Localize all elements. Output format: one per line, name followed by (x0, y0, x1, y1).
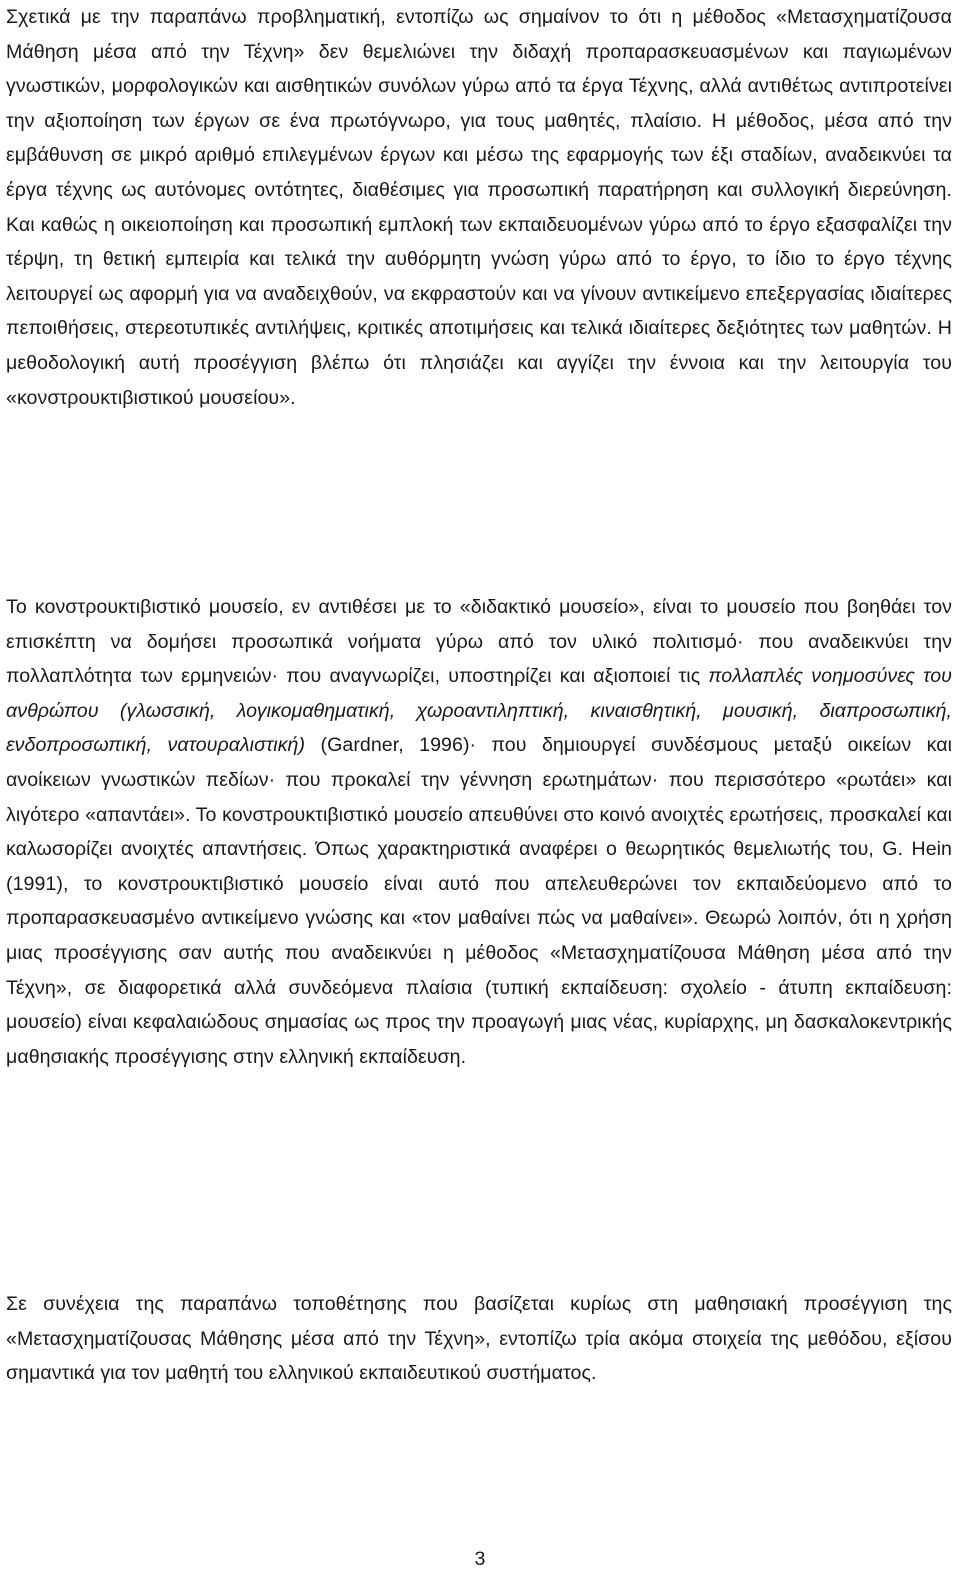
page-number: 3 (474, 1548, 486, 1570)
paragraph-2-text-end: (Gardner, 1996)· που δημιουργεί συνδέσμους μεταξύ οικείων και ανοίκειων γνωστικών πεδίων· που προκαλεί την γέννηση ερωτημάτων· που περισσότερο «ρωτάει» και λιγότερο «απαντάει». Το κονστρουκτιβιστικό μουσείο απευθύνει στο κοινό ανοιχτές ερωτήσεις, προσκαλεί και καλωσορίζει ανοιχτές απαντήσεις. Όπως χαρακτηριστικά αναφέρει ο θεωρητικός θεμελιωτής του, G. Hein (1991), το κονστρουκτιβιστικό μουσείο είναι αυτό που απελευθερώνει τον εκπαιδεύομενο από το προπαρασκευασμένο αντικείμενο γνώσης και «τον μαθαίνει πώς να μαθαίνει». Θεωρώ λοιπόν, ότι η χρήση μιας προσέγγισης σαν αυτής που αναδεικνύει η μέθοδος «Μετασχηματίζουσα Μάθηση μέσα από την Τέχνη», σε διαφορετικά αλλά συνδεόμενα πλαίσια (τυπική εκπαίδευση: σχολείο - άτυπη εκπαίδευση: μουσείο) είναι κεφαλαιώδους σημασίας ως προς την προαγωγή μιας νέας, κυρίαρχης, μη δασκαλοκεντρικής μαθησιακής προσέγγισης στην ελληνική εκπαίδευση. (6, 734, 953, 1068)
paragraph-1 (6, 0, 952, 415)
paragraph-2-italic-text: πολλαπλές νοημοσύνες του ανθρώπου (γλωσσική, λογικομαθηματική, χωροαντιληπτική, κιναισθητική, μουσική, διαπροσωπική, ενδοπροσωπική, νατουραλιστική) (6, 665, 952, 757)
paragraph-2-text-start: Το κονστρουκτιβιστικό μουσείο, εν αντιθέσει με το «διδακτικό μουσείο», είναι το μουσείο που βοηθάει τον επισκέπτη να δομήσει προσωπικά νοήματα γύρω από τον υλικό πολιτισμό· που αναδεικνύει την πολλαπλότητα των ερμηνειών· που αναγνωρίζει, υποστηρίζει και αξιοποιεί τις (6, 596, 952, 688)
paragraph-3-text: Σε συνέχεια της παραπάνω τοποθέτησης που βασίζεται κυρίως στη μαθησιακή προσέγγιση της «Μετασχηματίζουσας Μάθησης μέσα από την Τέχνη», εντοπίζω τρία ακόμα στοιχεία της μεθόδου, εξίσου σημαντικά για τον μαθητή του ελληνικού εκπαιδευτικού συστήματος. (6, 1293, 952, 1385)
paragraph-1-text: Σχετικά με την παραπάνω προβληματική, εντοπίζω ως σημαίνον το ότι η μέθοδος «Μετασχηματίζουσα Μάθηση μέσα από την Τέχνη» δεν θεμελιώνει την διδαχή προπαρασκευασμένων και παγιωμένων γνωστικών, μορφολογικών και αισθητικών συνόλων γύρω από τα έργα Τέχνης, αλλά αντιθέτως αντιπροτείνει την αξιοποίηση των έργων σε ένα πρωτόγνωρο, για τους μαθητές, πλαίσιο. Η μέθοδος, μέσα από την εμβάθυνση σε μικρό αριθμό επιλεγμένων έργων και μέσω της εφαρμογής των έξι σταδίων, αναδεικνύει τα έργα τέχνης ως αυτόνομες οντότητες, διαθέσιμες για προσωπική παρατήρηση και συλλογική διερεύνηση. Και καθώς η οικειοποίηση και προσωπική εμπλοκή των εκπαιδευομένων γύρω από το έργο εξασφαλίζει την τέρψη, τη θετική εμπειρία και τελικά την αυθόρμητη γνώση γύρω από το έργο, το ίδιο το έργο τέχνης λειτουργεί ως αφορμή για να αναδειχθούν, να εκφραστούν και να γίνουν αντικείμενο επεξεργασίας ιδιαίτερες πεποιθήσεις, στερεοτυπικές αντιλήψεις, κριτικές αποτιμήσεις και τελικά ιδιαίτερες δεξιότητες των μαθητών. Η μεθοδολογική αυτή προσέγγιση βλέπω ότι πλησιάζει και αγγίζει την έννοια και την λειτουργία του «κονστρουκτιβιστικού μουσείου». (6, 6, 952, 409)
paragraph-2 (6, 590, 952, 1074)
paragraph-3 (6, 1287, 952, 1391)
